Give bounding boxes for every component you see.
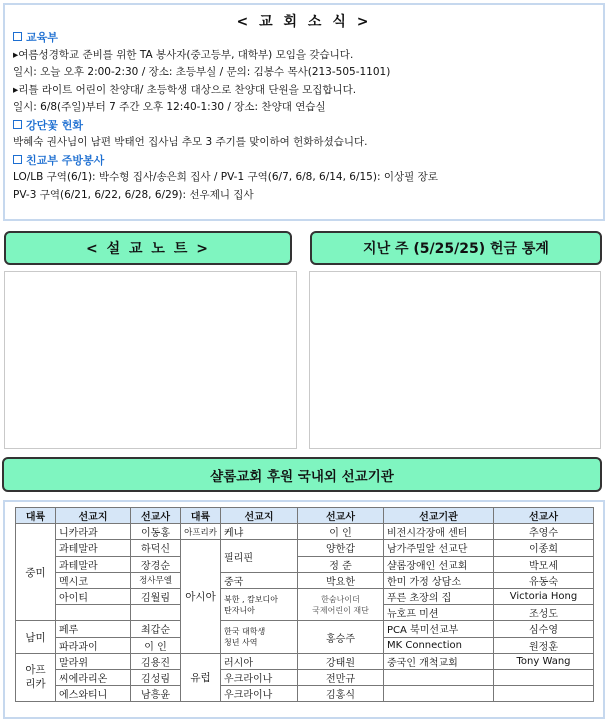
missionary-cell: 이 인 — [131, 637, 181, 653]
missionary-cell: 강태원 — [298, 653, 384, 669]
agency-cell: 한미 가정 상담소 — [384, 572, 494, 588]
missionary-cell: 남흥윤 — [131, 686, 181, 702]
mission-field-cell: 중국 — [221, 572, 298, 588]
mission-field-cell: 북한 , 캄보디아 탄자니아 — [221, 588, 298, 620]
column-header: 선교사 — [298, 508, 384, 524]
table-row — [16, 524, 594, 540]
mission-field-cell: 케냐 — [221, 524, 298, 540]
missionary-cell: 심수영 — [494, 621, 594, 637]
agency-cell: 남가주밀알 선교단 — [384, 540, 494, 556]
mission-field-cell — [56, 605, 131, 621]
missionary-cell: 김용진 — [131, 653, 181, 669]
missions-table-box — [3, 500, 605, 719]
news-line: 박혜숙 권사님이 남편 박태언 집사님 추모 3 주기를 맞이하여 헌화하셨습니다. — [13, 136, 368, 148]
mission-field-cell: 우크라이나 — [221, 669, 298, 685]
news-line: ▸여름성경학교 준비를 위한 TA 봉사자(중고등부, 대학부) 모임을 갖습니다. — [13, 48, 354, 61]
mission-field-cell: 니카라과 — [56, 524, 131, 540]
missionary-cell: 이 인 — [298, 524, 384, 540]
missionary-cell — [131, 605, 181, 621]
section-heading-education: 교육부 — [13, 29, 597, 47]
table-row — [16, 588, 594, 604]
mission-field-cell: 필리핀 — [221, 540, 298, 572]
missionary-cell: Tony Wang — [494, 653, 594, 669]
news-line: 일시: 6/8(주일)부터 7 주간 오후 12:40-1:30 / 장소: 찬양대 연습실 — [13, 101, 326, 113]
missionary-cell: 최갑순 — [131, 621, 181, 637]
agency-cell: 푸른 초장의 집 — [384, 588, 494, 604]
mission-field-cell: 한국 대학생 청년 사역 — [221, 621, 298, 653]
mission-field-cell: 멕시코 — [56, 572, 131, 588]
missionary-cell: 김홍식 — [298, 686, 384, 702]
missions-header: 샬롬교회 후원 국내외 선교기관 — [2, 457, 602, 492]
missionary-cell: Victoria Hong — [494, 588, 594, 604]
news-line: LO/LB 구역(6/1): 박수형 집사/송은희 집사 / PV-1 구역(6/7, 6/8, 6/14, 6/15): 이상필 장로 — [13, 171, 438, 183]
column-header: 대륙 — [16, 508, 56, 524]
table-row — [16, 621, 594, 637]
news-line: PV-3 구역(6/21, 6/22, 6/28, 6/29): 선우제니 집사 — [13, 188, 254, 201]
agency-cell: PCA 북미선교부 — [384, 621, 494, 637]
continent-cell: 유럽 — [181, 653, 221, 702]
missionary-cell: 정사무엘 — [131, 572, 181, 588]
column-header: 선교기관 — [384, 508, 494, 524]
continent-cell: 중미 — [16, 524, 56, 621]
missionary-cell: 김월림 — [131, 588, 181, 604]
square-bullet-icon — [13, 120, 22, 129]
missionary-cell: 조성도 — [494, 605, 594, 621]
agency-cell — [384, 686, 494, 702]
missionary-cell: 원정훈 — [494, 637, 594, 653]
column-header: 선교사 — [131, 508, 181, 524]
table-row — [16, 572, 594, 588]
section-heading-kitchen: 친교부 주방봉사 — [13, 152, 597, 170]
missionary-cell: 이종희 — [494, 540, 594, 556]
mission-field-cell: 과테말라 — [56, 556, 131, 572]
column-header: 선교지 — [221, 508, 298, 524]
table-row — [16, 540, 594, 556]
table-row — [16, 686, 594, 702]
square-bullet-icon — [13, 32, 22, 41]
missionary-cell: 추영수 — [494, 524, 594, 540]
news-line: 일시: 오늘 오후 2:00-2:30 / 장소: 초등부실 / 문의: 김봉수 목사(213-505-1101) — [13, 66, 391, 78]
missionary-cell: 장경순 — [131, 556, 181, 572]
sermon-note-header: < 설 교 노 트 > — [4, 231, 292, 265]
mission-field-cell: 에스와티니 — [56, 686, 131, 702]
mission-field-cell: 아이티 — [56, 588, 131, 604]
agency-cell: 샬롬장애인 선교회 — [384, 556, 494, 572]
continent-cell: 아시아 — [181, 540, 221, 653]
agency-cell: 비전시각장애 센터 — [384, 524, 494, 540]
table-header-row — [16, 508, 594, 524]
missionary-cell: 박요한 — [298, 572, 384, 588]
mission-field-cell: 말라위 — [56, 653, 131, 669]
mission-field-cell: 페루 — [56, 621, 131, 637]
column-header: 선교지 — [56, 508, 131, 524]
missionary-cell — [494, 669, 594, 685]
church-news-body — [13, 29, 597, 204]
agency-cell: 뉴호프 미션 — [384, 605, 494, 621]
missionary-cell: 홍승주 — [298, 621, 384, 653]
church-news-title: < 교 회 소 식 > — [236, 14, 372, 30]
missionary-cell: 정 준 — [298, 556, 384, 572]
table-row — [16, 653, 594, 669]
news-line: ▸리틀 라이트 어린이 찬양대/ 초등학생 대상으로 찬양대 단원을 모집합니다. — [13, 83, 357, 96]
section-heading-flowers: 강단꽃 헌화 — [13, 117, 597, 135]
table-row — [16, 556, 594, 572]
offering-stats-header: 지난 주 (5/25/25) 헌금 통계 — [310, 231, 602, 265]
continent-cell: 남미 — [16, 621, 56, 653]
mission-field-cell: 우크라이나 — [221, 686, 298, 702]
square-bullet-icon — [13, 155, 22, 164]
church-news-box — [3, 3, 605, 221]
missions-table — [15, 507, 594, 702]
missionary-cell: 유동숙 — [494, 572, 594, 588]
agency-cell — [384, 669, 494, 685]
offering-stats-panel — [309, 271, 601, 449]
mission-field-cell: 파라과이 — [56, 637, 131, 653]
missionary-cell: 김성림 — [131, 669, 181, 685]
missionary-cell: 이동홍 — [131, 524, 181, 540]
missionary-cell: 전만규 — [298, 669, 384, 685]
continent-cell: 아프리카 — [181, 524, 221, 540]
mission-field-cell: 씨에라리온 — [56, 669, 131, 685]
missionary-cell: 박모세 — [494, 556, 594, 572]
mission-field-cell: 과테말라 — [56, 540, 131, 556]
continent-cell: 아프 리카 — [16, 653, 56, 702]
missionary-cell: 양한갑 — [298, 540, 384, 556]
sermon-note-panel — [4, 271, 297, 449]
agency-cell: 중국인 개척교회 — [384, 653, 494, 669]
table-row — [16, 669, 594, 685]
column-header: 선교사 — [494, 508, 594, 524]
column-header: 대륙 — [181, 508, 221, 524]
mission-field-cell: 러시아 — [221, 653, 298, 669]
missionary-cell — [494, 686, 594, 702]
missionary-cell: 한숨나이더 국제어린이 재단 — [298, 588, 384, 620]
missionary-cell: 하덕신 — [131, 540, 181, 556]
agency-cell: MK Connection — [384, 637, 494, 653]
